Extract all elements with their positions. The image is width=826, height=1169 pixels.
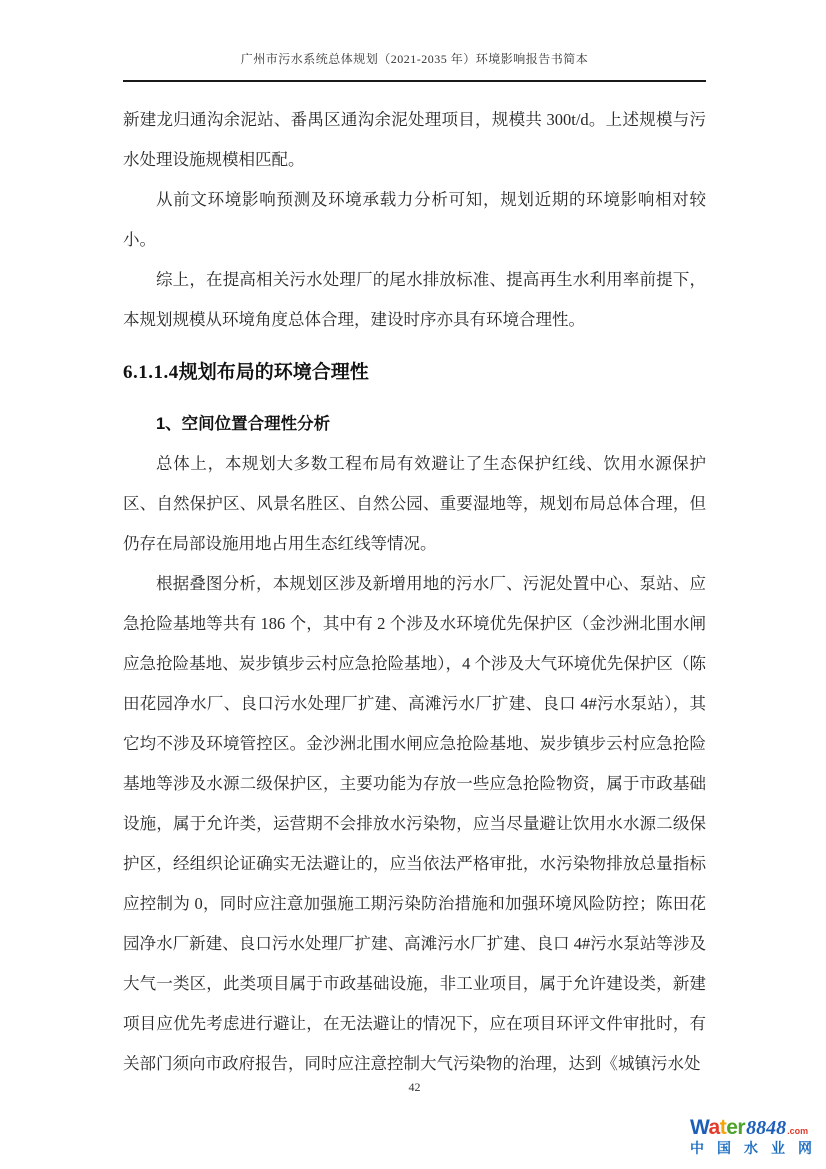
logo-cn-char: 水 bbox=[744, 1140, 758, 1156]
logo-tld: .com bbox=[787, 1126, 809, 1136]
logo-letter: a bbox=[708, 1116, 720, 1139]
water8848-logo bbox=[690, 1117, 812, 1155]
logo-word bbox=[690, 1117, 745, 1138]
header-title: 广州市污水系统总体规划（2021-2035 年）环境影响报告书简本 bbox=[240, 52, 589, 66]
logo-letter: e bbox=[726, 1116, 738, 1139]
page-number: 42 bbox=[408, 1080, 421, 1094]
section-heading-number: 6.1.1.4 bbox=[123, 362, 179, 383]
logo-letter: t bbox=[719, 1116, 727, 1139]
document-body bbox=[123, 100, 706, 1084]
logo-letter: W bbox=[690, 1116, 709, 1139]
paragraph: 综上，在提高相关污水处理厂的尾水排放标准、提高再生水利用率前提下，本规划规模从环境角度总体合理，建设时序亦具有环境合理性。 bbox=[123, 270, 706, 329]
logo-cn-char: 国 bbox=[717, 1140, 731, 1156]
paragraph: 新建龙归通沟余泥站、番禺区通沟余泥处理项目，规模共 300t/d。上述规模与污水处理设施规模相匹配。 bbox=[123, 110, 706, 169]
logo-cn-char: 网 bbox=[798, 1140, 812, 1156]
subsection-heading: 1、空间位置合理性分析 bbox=[156, 415, 331, 433]
logo-cn-char: 中 bbox=[690, 1140, 704, 1156]
paragraph: 根据叠图分析，本规划区涉及新增用地的污水厂、污泥处置中心、泵站、应急抢险基地等共有 186 个，其中有 2 个涉及水环境优先保护区（金沙洲北围水闸应急抢险基地、炭步镇步云村应急抢险基地），4 个涉及大气环境优先保护区（陈田花园净水厂、良口污水处理厂扩建、高滩污水厂扩建、良口 4#污水泵站），其它均不涉及环境管控区。金沙洲北围水闸应急抢险基地、炭步镇步云村应急抢险基地等涉及水源二级保护区，主要功能为存放一些应急抢险物资，属于市政基础设施，属于允许类，运营期不会排放水污染物，应当尽量避让饮用水水源二级保护区，经组织论证确实无法避让的，应当依法严格审批，水污染物排放总量指标应控制为 0，同时应注意加强施工期污染防治措施和加强环境风险防控；陈田花园净水厂新建、良口污水处理厂扩建、高滩污水厂扩建、良口 4#污水泵站等涉及大气一类区，此类项目属于市政基础设施，非工业项目，属于允许建设类，新建项目应优先考虑进行避让，在无法避让的情况下，应在项目环评文件审批时，有关部门须向市政府报告，同时应注意控制大气污染物的治理，达到《城镇污水处 bbox=[123, 574, 706, 1073]
paragraph: 从前文环境影响预测及环境承载力分析可知，规划近期的环境影响相对较小。 bbox=[123, 190, 706, 249]
logo-letter: r bbox=[737, 1116, 746, 1139]
paragraph: 总体上，本规划大多数工程布局有效避让了生态保护红线、饮用水源保护区、自然保护区、风景名胜区、自然公园、重要湿地等，规划布局总体合理，但仍存在局部设施用地占用生态红线等情况。 bbox=[123, 454, 706, 553]
logo-cn-char: 业 bbox=[771, 1140, 785, 1156]
logo-cn-name bbox=[690, 1141, 812, 1155]
section-heading-text: 规划布局的环境合理性 bbox=[178, 362, 369, 383]
section-heading bbox=[123, 358, 706, 388]
logo-wordmark bbox=[690, 1117, 812, 1138]
logo-number: 8848 bbox=[746, 1117, 787, 1139]
header-divider bbox=[123, 80, 706, 82]
